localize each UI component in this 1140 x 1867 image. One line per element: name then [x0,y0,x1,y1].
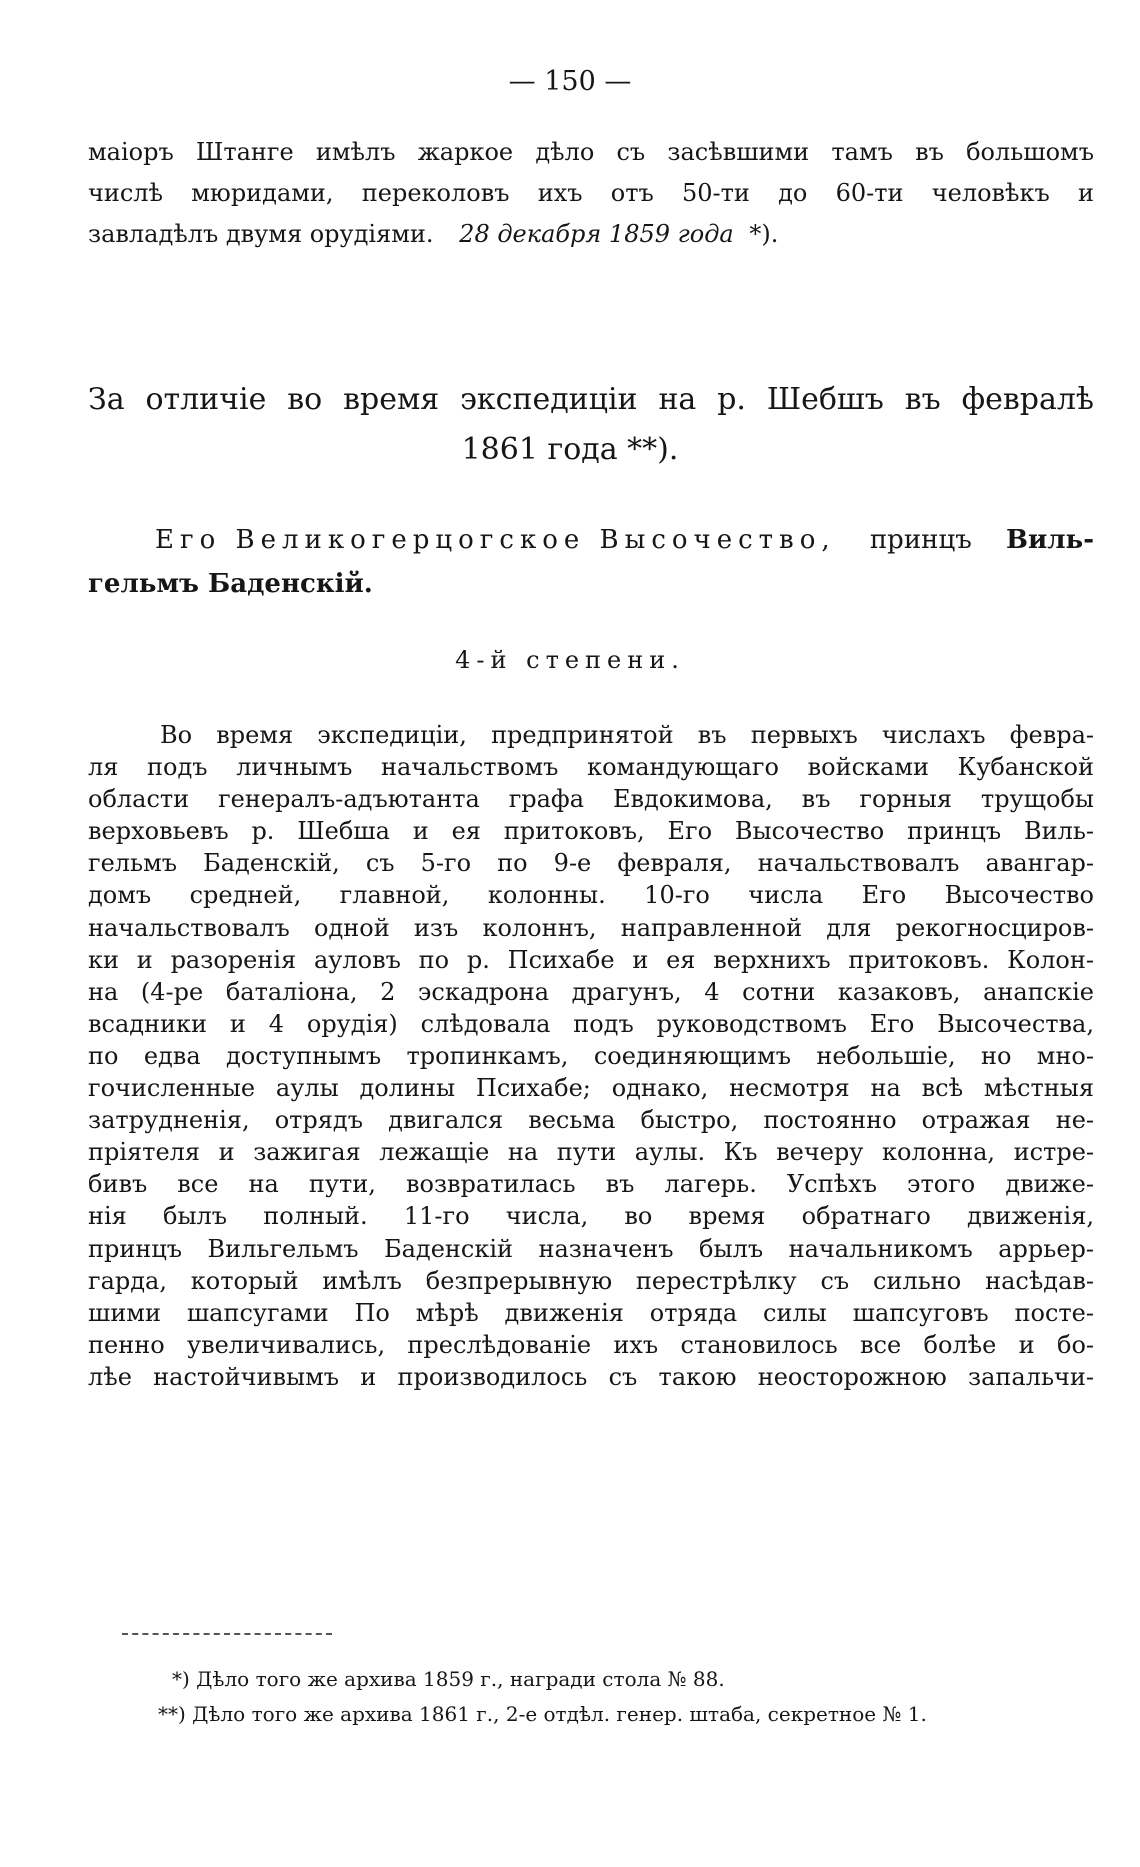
intro-line-1: маіоръ Штанге имѣлъ жаркое дѣло съ засѣвшими тамъ въ большомъ [88,138,1094,166]
paragraph-line: гельмъ Баденскій, съ 5-го по 9-е февраля, начальствовалъ авангар- [88,849,1094,878]
paragraph-line: лѣе настойчивымъ и производилось съ такою неосторожною запальчи- [88,1362,1094,1391]
page-number: — 150 — [508,66,632,97]
paragraph-line: принцъ Вильгельмъ Баденскій назначенъ былъ начальникомъ аррьер- [88,1234,1094,1263]
intro-line-3-text: завладѣлъ двумя орудіями. [88,220,434,248]
intro-date: 28 декабря 1859 года [459,220,734,248]
section-heading-line-2: 1861 года **). [461,432,679,467]
paragraph-line: области генералъ-адъютанта графа Евдокимова, въ горныя трущобы [88,785,1094,814]
paragraph-line: на (4-ре баталіона, 2 эскадрона драгунъ, 4 сотни казаковъ, анапскіе [88,977,1094,1006]
paragraph-line: пріятеля и зажигая лежащіе на пути аулы. Къ вечеру колонна, истре- [88,1138,1094,1167]
paragraph-line: нія былъ полный. 11-го числа, во время обратнаго движенія, [88,1202,1094,1231]
recipient-title: Его Великогерцогское Высочество, [155,525,836,555]
paragraph-line: всадники и 4 орудія) слѣдовала подъ руководствомъ Его Высочества, [88,1009,1094,1038]
paragraph-line: гочисленные аулы долины Психабе; однако, несмотря на всѣ мѣстныя [88,1074,1094,1103]
recipient-name-part-1: Виль- [1005,525,1094,555]
recipient-name-part-2: гельмъ Баденскій. [88,569,373,599]
paragraph-line: по едва доступнымъ тропинкамъ, соединяющимъ небольшіе, но мно- [88,1041,1094,1070]
intro-line-2: числѣ мюридами, переколовъ ихъ отъ 50-ти до 60-ти человѣкъ и [88,179,1094,207]
paragraph-line: шими шапсугами По мѣрѣ движенія отряда силы шапсуговъ посте- [88,1298,1094,1327]
paragraph-line: верховьевъ р. Шебша и ея притоковъ, Его Высочество принцъ Виль- [88,817,1094,846]
paragraph-line: пенно увеличивались, преслѣдованіе ихъ становилось все болѣе и бо- [88,1330,1094,1359]
recipient-line-1 [155,522,1094,558]
footnote-ref-1: *). [749,220,779,248]
order-degree: 4-й степени. [455,646,685,674]
main-paragraph [88,719,1094,1393]
paragraph-line: затрудненія, отрядъ двигался весьма быстро, постоянно отражая не- [88,1106,1094,1135]
paragraph-line: бивъ все на пути, возвратилась въ лагерь. Успѣхъ этого движе- [88,1170,1094,1199]
paragraph-line: домъ средней, главной, колонны. 10-го числа Его Высочество [88,881,1094,910]
footnote-2: **) Дѣло того же архива 1861 г., 2-е отдѣл. генер. штаба, секретное № 1. [158,1702,927,1726]
paragraph-line: Во время экспедиціи, предпринятой въ первыхъ числахъ февра- [160,721,1094,749]
recipient-rank: принцъ [869,525,972,555]
section-heading-line-1: За отличіе во время экспедиціи на р. Шебшъ въ февралѣ [88,382,1094,417]
intro-line-3 [88,216,778,252]
footnote-1: *) Дѣло того же архива 1859 г., награди стола № 88. [172,1667,725,1691]
paragraph-line: гарда, который имѣлъ безпрерывную перестрѣлку съ сильно насѣдав- [88,1266,1094,1295]
paragraph-line: начальствовалъ одной изъ колоннъ, направленной для рекогносциров- [88,913,1094,942]
paragraph-line: ля подъ личнымъ начальствомъ командующаго войсками Кубанской [88,753,1094,782]
paragraph-line: ки и разоренія ауловъ по р. Психабе и ея верхнихъ притоковъ. Колон- [88,945,1094,974]
footnote-separator [122,1633,332,1635]
